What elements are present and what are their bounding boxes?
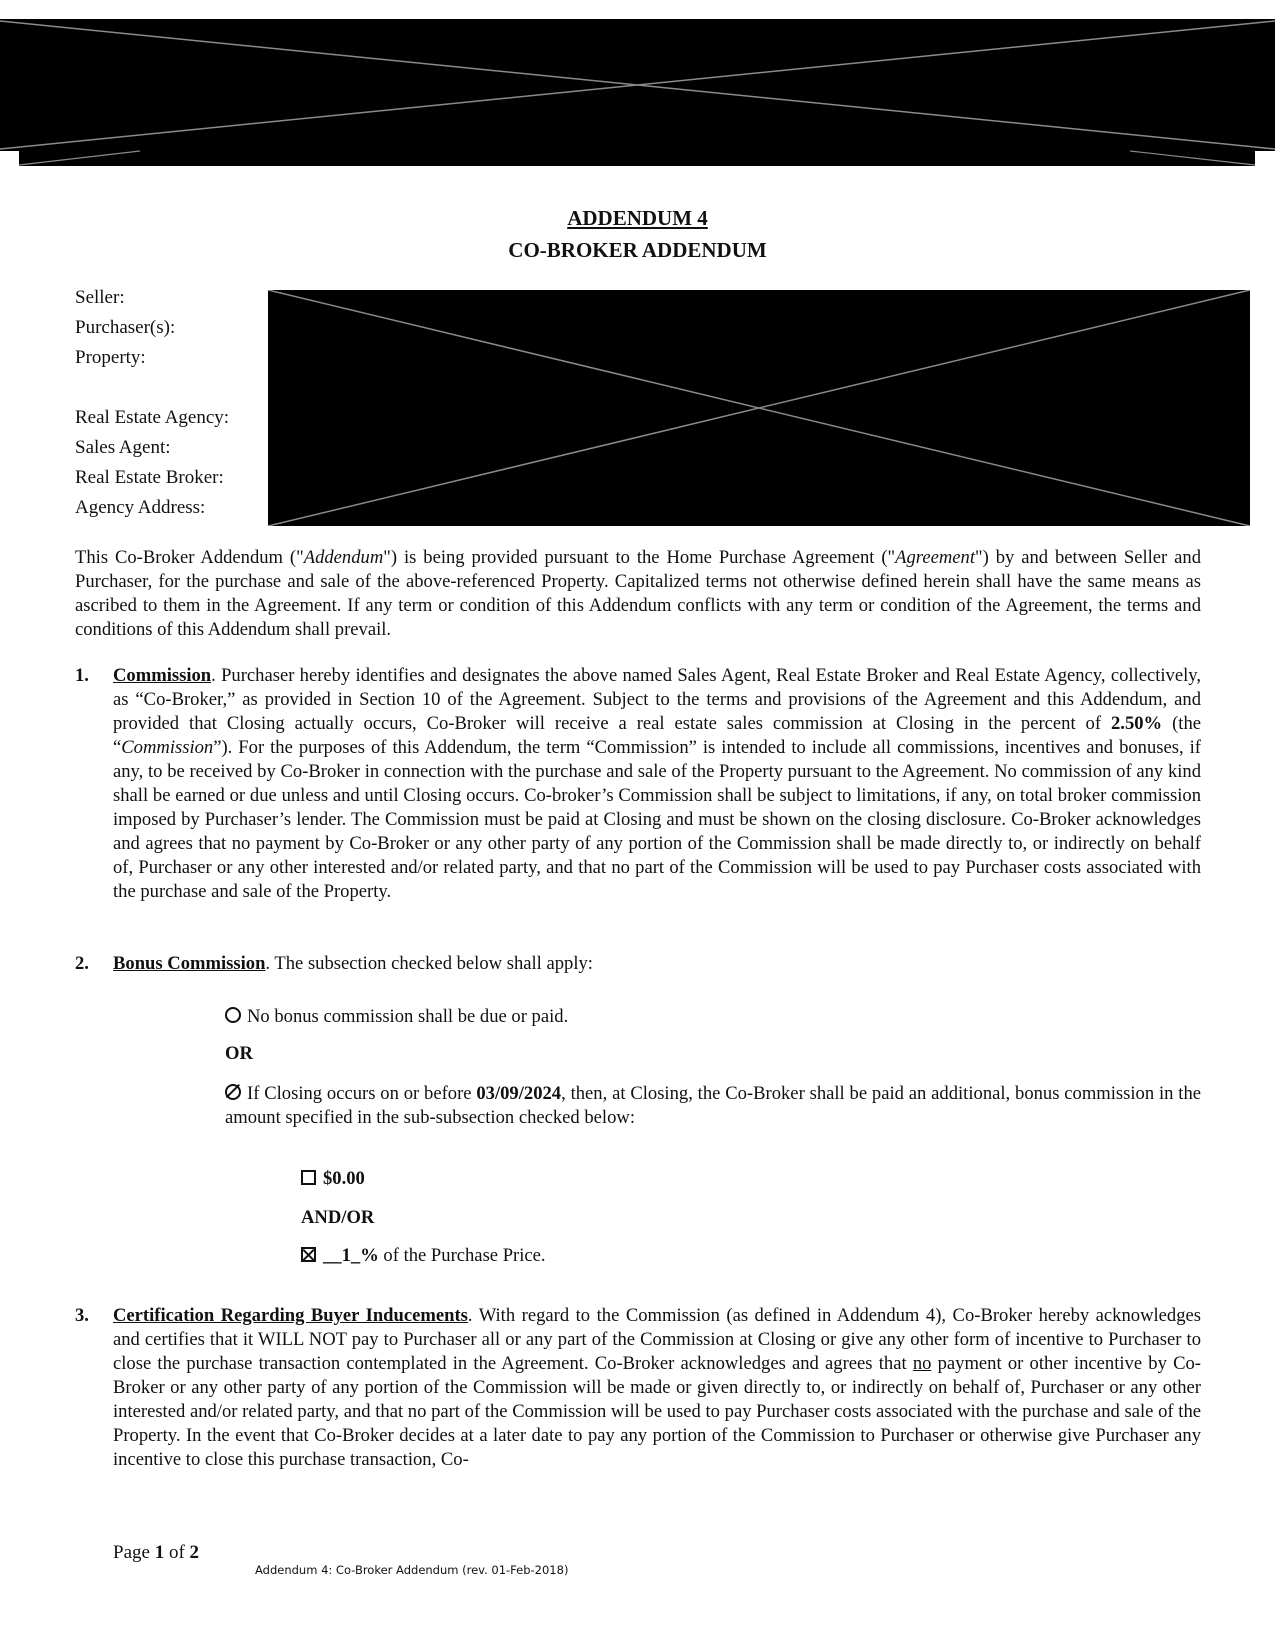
sub-option-percentage[interactable]: __1_% of the Purchase Price. [301,1245,546,1267]
checkbox-unchecked-icon[interactable] [301,1170,316,1185]
addendum-term: Addendum [303,547,384,568]
checkbox-checked-icon[interactable] [301,1247,316,1262]
section-1-heading: Commission [113,665,212,686]
section-2-number: 2. [75,953,89,974]
section-2-heading: Bonus Commission [113,953,266,974]
radio-selected-icon[interactable] [225,1084,241,1100]
intro-paragraph: This Co-Broker Addendum ("Addendum") is being provided pursuant to the Home Purchase Agreement ("Agreement") by and between Seller and Purchaser, for the purchase and sale of the above-referenced Property. Capitalized terms not otherwise defined herein shall have the same means as ascribed to them in the Agreement. If any term or condition of this Addendum conflicts with any term or condition of the Agreement, the terms and conditions of this Addendum shall prevail. [75,547,1201,640]
emphasis-no: no [912,1353,932,1374]
label-purchasers: Purchaser(s): [75,317,176,338]
and-or-separator: AND/OR [301,1207,375,1228]
bonus-date: 03/09/2024 [476,1083,562,1104]
label-seller: Seller: [75,287,125,308]
commission-term: Commission [121,737,214,758]
document-title: ADDENDUM 4 [567,206,708,230]
section-3-number: 3. [75,1305,89,1326]
option-bonus-commission[interactable]: If Closing occurs on or before 03/09/2024, then, at Closing, the Co-Broker shall be paid an additional, bonus commission in the amount specified in the sub-subsection checked below: [225,1083,1202,1128]
or-separator: OR [225,1043,253,1064]
label-sales-agent: Sales Agent: [75,437,171,458]
label-agency-address: Agency Address: [75,497,206,518]
redacted-header-block [0,19,1275,166]
section-3-certification: Certification Regarding Buyer Inducements. With regard to the Commission (as defined in Addendum 4), Co-Broker hereby acknowledges and certifies that it WILL NOT pay to Purchaser all or any part of the Commission at Closing or give any other form of incentive to Purchaser to close the purchase transaction contemplated in the Agreement. Co-Broker acknowledges and agrees that no payment or other incentive by Co-Broker or any other party of any portion of the Commission will be made or given directly to, or indirectly on behalf of, Purchaser or any other interested and/or related party, and that no part of the Commission will be used to pay Purchaser costs associated with the purchase and sale of the Property. In the event that Co-Broker decides at a later date to pay any portion of the Commission to Purchaser or otherwise give Purchaser any incentive to close this purchase transaction, Co- [113,1305,1202,1470]
section-1-number: 1. [75,665,89,686]
party-labels [75,283,229,523]
bonus-percent: __1_% [323,1245,379,1266]
redacted-party-details [268,290,1250,526]
option-no-bonus[interactable]: No bonus commission shall be due or paid. [225,1005,568,1029]
form-identifier: Addendum 4: Co-Broker Addendum (rev. 01-Feb-2018) [255,1563,569,1577]
label-real-estate-agency: Real Estate Agency: [75,407,230,428]
label-real-estate-broker: Real Estate Broker: [75,467,224,488]
section-1-commission: Commission. Purchaser hereby identifies and designates the above named Sales Agent, Real Estate Broker and Real Estate Agency, collectively, as “Co-Broker,” as provided in Section 10 of the Agreement. Subject to the terms and provisions of the Agreement and this Addendum, and provided that Closing actually occurs, Co-Broker will receive a real estate sales commission at Closing in the percent of 2.50% (the “Commission”). For the purposes of this Addendum, the term “Commission” is intended to include all commissions, incentives and bonuses, if any, to be received by Co-Broker in connection with the purchase and sale of the Property pursuant to the Agreement. No commission of any kind shall be earned or due unless and until Closing occurs. Co-broker’s Commission shall be subject to limitations, if any, on total broker commission imposed by Purchaser’s lender. The Commission must be paid at Closing and must be shown on the closing disclosure. Co-Broker acknowledges and agrees that no payment by Co-Broker or any other party of any portion of the Commission shall be made directly to, or indirectly on behalf of, Purchaser or any other interested and/or related party, and that no part of the Commission will be used to pay Purchaser costs associated with the purchase and sale of the Property. [113,665,1201,902]
section-2-bonus-commission: Bonus Commission. The subsection checked below shall apply: [113,953,593,974]
radio-unselected-icon[interactable] [225,1007,241,1023]
label-property: Property: [75,347,146,368]
page-number: Page 1 of 2 [113,1542,200,1563]
document-subtitle: CO-BROKER ADDENDUM [508,238,767,262]
agreement-term: Agreement [895,547,976,568]
sub-option-fixed-amount[interactable]: $0.00 [301,1168,365,1190]
section-3-heading: Certification Regarding Buyer Inducements [113,1305,468,1326]
commission-rate: 2.50% [1111,713,1163,734]
